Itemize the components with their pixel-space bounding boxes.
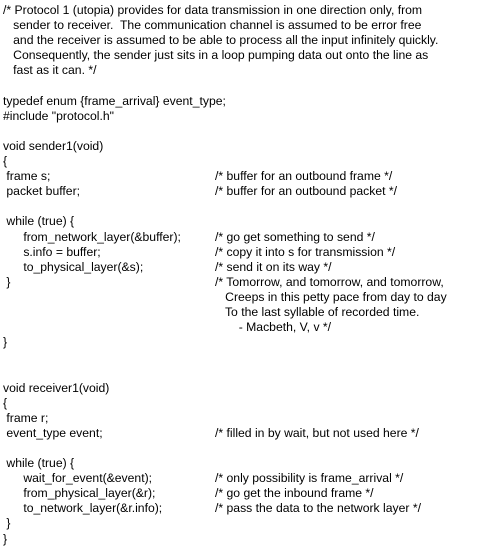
code-text: } — [3, 531, 8, 546]
code-comment: - Macbeth, V, v */ — [215, 320, 332, 335]
code-text: #include "protocol.h" — [3, 108, 114, 123]
code-text: fast as it can. */ — [3, 63, 97, 78]
code-text: /* Protocol 1 (utopia) provides for data transmission in one direction only, from — [3, 3, 423, 17]
code-text: from_network_layer(&buffer); — [3, 229, 181, 244]
code-comment: /* send it on its way */ — [215, 259, 332, 274]
code-text: frame s; — [3, 169, 51, 184]
code-comment: /* pass the data to the network layer */ — [215, 501, 421, 516]
code-comment: /* buffer for an outbound frame */ — [215, 169, 393, 184]
code-text: s.info = buffer; — [3, 244, 101, 259]
code-comment: /* only possibility is frame_arrival */ — [215, 471, 404, 486]
code-text: typedef enum {frame_arrival} event_type; — [3, 93, 226, 108]
code-text: Consequently, the sender just sits in a loop pumping data out onto the line as — [3, 48, 429, 63]
code-text: { — [3, 154, 8, 168]
code-comment: /* filled in by wait, but not used here */ — [215, 425, 419, 440]
code-text: while (true) { — [3, 456, 75, 470]
code-text: void receiver1(void) — [3, 380, 110, 395]
code-text: { — [3, 395, 8, 410]
code-text: } — [3, 335, 8, 350]
code-comment: Creeps in this petty pace from day to day — [215, 289, 447, 304]
code-text: to_network_layer(&r.info); — [3, 501, 163, 516]
code-text: } — [3, 516, 11, 531]
code-comment: /* go get something to send */ — [215, 229, 375, 244]
code-text: sender to receiver. The communication channel is assumed to be error free — [3, 18, 422, 33]
code-text: while (true) { — [3, 214, 75, 229]
code-comment: /* Tomorrow, and tomorrow, and tomorrow, — [215, 274, 444, 289]
code-text: packet buffer; — [3, 184, 81, 199]
code-text: wait_for_event(&event); — [3, 471, 153, 486]
code-comment: /* buffer for an outbound packet */ — [215, 184, 398, 199]
code-text: event_type event; — [3, 425, 103, 440]
code-text: from_physical_layer(&r); — [3, 486, 156, 501]
code-text: frame r; — [3, 410, 49, 425]
code-comment: /* copy it into s for transmission */ — [215, 244, 396, 259]
code-text: and the receiver is assumed to be able to process all the input infinitely quickly. — [3, 33, 439, 48]
code-text: void sender1(void) — [3, 138, 104, 153]
code-text: to_physical_layer(&s); — [3, 259, 144, 274]
code-text: } — [3, 274, 11, 289]
code-comment: To the last syllable of recorded time. — [215, 305, 420, 319]
code-comment: /* go get the inbound frame */ — [215, 486, 374, 501]
